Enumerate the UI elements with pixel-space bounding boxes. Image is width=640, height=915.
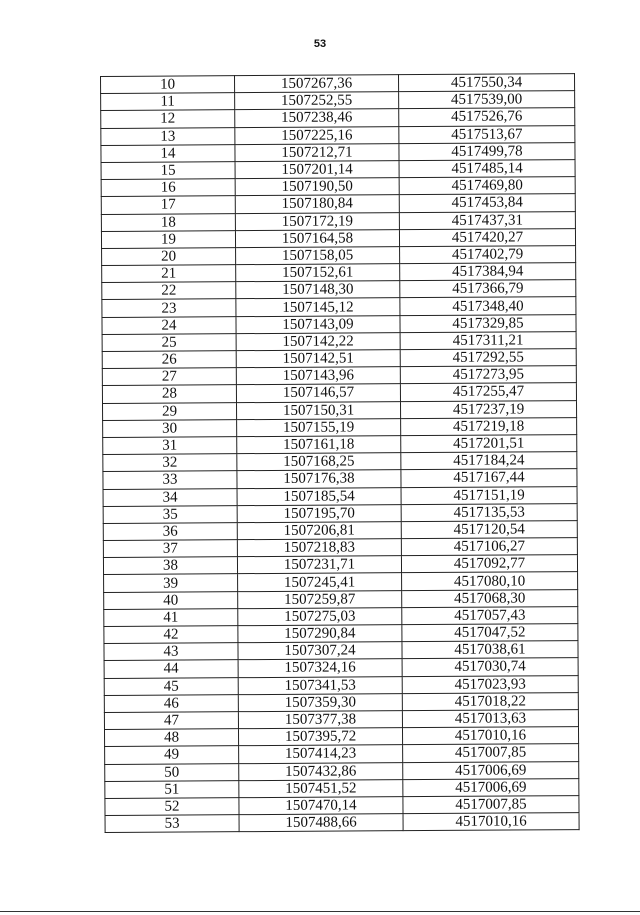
point-number-cell: 28 <box>102 385 236 403</box>
y-coordinate-cell: 4517366,79 <box>400 280 576 298</box>
point-number-cell: 48 <box>104 729 238 747</box>
y-coordinate-cell: 4517453,84 <box>399 194 575 212</box>
point-number-cell: 19 <box>101 230 235 248</box>
x-coordinate-cell: 1507307,24 <box>238 642 402 660</box>
point-number-cell: 33 <box>103 471 237 489</box>
y-coordinate-cell: 4517402,79 <box>400 245 576 263</box>
x-coordinate-cell: 1507190,50 <box>235 178 399 196</box>
y-coordinate-cell: 4517201,51 <box>401 435 577 453</box>
point-number-cell: 15 <box>101 162 235 180</box>
x-coordinate-cell: 1507185,54 <box>237 487 401 505</box>
point-number-cell: 40 <box>104 591 238 609</box>
point-number-cell: 23 <box>102 299 236 317</box>
x-coordinate-cell: 1507341,53 <box>238 676 402 694</box>
point-number-cell: 12 <box>101 110 235 128</box>
x-coordinate-cell: 1507290,84 <box>238 625 402 643</box>
bottom-rule <box>0 911 640 912</box>
point-number-cell: 46 <box>104 694 238 712</box>
point-number-cell: 42 <box>104 626 238 644</box>
y-coordinate-cell: 4517006,69 <box>403 778 579 796</box>
y-coordinate-cell: 4517010,16 <box>403 813 579 831</box>
x-coordinate-cell: 1507470,14 <box>239 797 403 815</box>
point-number-cell: 53 <box>105 815 239 833</box>
x-coordinate-cell: 1507201,14 <box>235 161 399 179</box>
x-coordinate-cell: 1507164,58 <box>235 229 399 247</box>
point-number-cell: 11 <box>101 93 235 111</box>
point-number-cell: 13 <box>101 127 235 145</box>
y-coordinate-cell: 4517018,22 <box>402 692 578 710</box>
point-number-cell: 24 <box>102 316 236 334</box>
y-coordinate-cell: 4517437,31 <box>399 211 575 229</box>
point-number-cell: 45 <box>104 677 238 695</box>
y-coordinate-cell: 4517292,55 <box>400 349 576 367</box>
y-coordinate-cell: 4517047,52 <box>402 624 578 642</box>
y-coordinate-cell: 4517023,93 <box>402 675 578 693</box>
point-number-cell: 39 <box>104 574 238 592</box>
point-number-cell: 21 <box>102 265 236 283</box>
y-coordinate-cell: 4517080,10 <box>402 572 578 590</box>
point-number-cell: 32 <box>103 454 237 472</box>
x-coordinate-cell: 1507324,16 <box>238 659 402 677</box>
page-number: 53 <box>313 38 327 50</box>
point-number-cell: 16 <box>101 179 235 197</box>
x-coordinate-cell: 1507432,86 <box>239 762 403 780</box>
point-number-cell: 44 <box>104 660 238 678</box>
point-number-cell: 47 <box>104 712 238 730</box>
x-coordinate-cell: 1507218,83 <box>237 539 401 557</box>
x-coordinate-cell: 1507172,19 <box>235 212 399 230</box>
point-number-cell: 18 <box>101 213 235 231</box>
x-coordinate-cell: 1507150,31 <box>236 401 400 419</box>
table-body <box>101 74 580 833</box>
x-coordinate-cell: 1507225,16 <box>235 126 399 144</box>
point-number-cell: 22 <box>102 282 236 300</box>
point-number-cell: 34 <box>103 488 237 506</box>
point-number-cell: 36 <box>103 523 237 541</box>
point-number-cell: 49 <box>105 746 239 764</box>
x-coordinate-cell: 1507161,18 <box>237 436 401 454</box>
y-coordinate-cell: 4517329,85 <box>400 314 576 332</box>
y-coordinate-cell: 4517237,19 <box>400 400 576 418</box>
y-coordinate-cell: 4517068,30 <box>402 589 578 607</box>
y-coordinate-cell: 4517255,47 <box>400 383 576 401</box>
y-coordinate-cell: 4517420,27 <box>399 228 575 246</box>
x-coordinate-cell: 1507158,05 <box>236 247 400 265</box>
y-coordinate-cell: 4517151,19 <box>401 486 577 504</box>
x-coordinate-cell: 1507146,57 <box>236 384 400 402</box>
y-coordinate-cell: 4517384,94 <box>400 263 576 281</box>
point-number-cell: 43 <box>104 643 238 661</box>
x-coordinate-cell: 1507195,70 <box>237 504 401 522</box>
y-coordinate-cell: 4517485,14 <box>399 160 575 178</box>
y-coordinate-cell: 4517499,78 <box>399 142 575 160</box>
y-coordinate-cell: 4517120,54 <box>401 520 577 538</box>
y-coordinate-cell: 4517030,74 <box>402 658 578 676</box>
x-coordinate-cell: 1507231,71 <box>237 556 401 574</box>
y-coordinate-cell: 4517167,44 <box>401 469 577 487</box>
x-coordinate-cell: 1507488,66 <box>239 814 403 832</box>
x-coordinate-cell: 1507142,51 <box>236 350 400 368</box>
y-coordinate-cell: 4517106,27 <box>401 538 577 556</box>
point-number-cell: 25 <box>102 333 236 351</box>
x-coordinate-cell: 1507145,12 <box>236 298 400 316</box>
x-coordinate-cell: 1507252,55 <box>235 92 399 110</box>
point-number-cell: 35 <box>103 505 237 523</box>
y-coordinate-cell: 4517007,85 <box>403 744 579 762</box>
x-coordinate-cell: 1507206,81 <box>237 522 401 540</box>
x-coordinate-cell: 1507142,22 <box>236 332 400 350</box>
y-coordinate-cell: 4517010,16 <box>402 727 578 745</box>
y-coordinate-cell: 4517135,53 <box>401 503 577 521</box>
point-number-cell: 29 <box>102 402 236 420</box>
y-coordinate-cell: 4517013,63 <box>402 710 578 728</box>
point-number-cell: 17 <box>101 196 235 214</box>
y-coordinate-cell: 4517311,21 <box>400 331 576 349</box>
x-coordinate-cell: 1507152,61 <box>236 264 400 282</box>
y-coordinate-cell: 4517007,85 <box>403 795 579 813</box>
x-coordinate-cell: 1507180,84 <box>235 195 399 213</box>
x-coordinate-cell: 1507148,30 <box>236 281 400 299</box>
point-number-cell: 30 <box>103 419 237 437</box>
y-coordinate-cell: 4517539,00 <box>399 91 575 109</box>
y-coordinate-cell: 4517006,69 <box>403 761 579 779</box>
x-coordinate-cell: 1507451,52 <box>239 779 403 797</box>
y-coordinate-cell: 4517348,40 <box>400 297 576 315</box>
x-coordinate-cell: 1507176,38 <box>237 470 401 488</box>
x-coordinate-cell: 1507143,09 <box>236 315 400 333</box>
y-coordinate-cell: 4517526,76 <box>399 108 575 126</box>
point-number-cell: 20 <box>102 248 236 266</box>
point-number-cell: 52 <box>105 798 239 816</box>
x-coordinate-cell: 1507168,25 <box>237 453 401 471</box>
point-number-cell: 50 <box>105 763 239 781</box>
x-coordinate-cell: 1507155,19 <box>237 418 401 436</box>
point-number-cell: 51 <box>105 780 239 798</box>
point-number-cell: 14 <box>101 144 235 162</box>
y-coordinate-cell: 4517184,24 <box>401 452 577 470</box>
y-coordinate-cell: 4517273,95 <box>400 366 576 384</box>
x-coordinate-cell: 1507259,87 <box>238 590 402 608</box>
y-coordinate-cell: 4517057,43 <box>402 606 578 624</box>
point-number-cell: 10 <box>101 76 235 94</box>
point-number-cell: 27 <box>102 368 236 386</box>
point-number-cell: 37 <box>103 540 237 558</box>
x-coordinate-cell: 1507414,23 <box>239 745 403 763</box>
x-coordinate-cell: 1507395,72 <box>238 728 402 746</box>
point-number-cell: 38 <box>103 557 237 575</box>
y-coordinate-cell: 4517219,18 <box>401 417 577 435</box>
x-coordinate-cell: 1507267,36 <box>235 75 399 93</box>
coordinates-table-wrapper <box>100 73 579 833</box>
y-coordinate-cell: 4517038,61 <box>402 641 578 659</box>
x-coordinate-cell: 1507377,38 <box>238 711 402 729</box>
x-coordinate-cell: 1507143,96 <box>236 367 400 385</box>
x-coordinate-cell: 1507275,03 <box>238 607 402 625</box>
x-coordinate-cell: 1507212,71 <box>235 143 399 161</box>
point-number-cell: 26 <box>102 351 236 369</box>
table-row <box>105 813 579 833</box>
x-coordinate-cell: 1507245,41 <box>238 573 402 591</box>
y-coordinate-cell: 4517513,67 <box>399 125 575 143</box>
y-coordinate-cell: 4517469,80 <box>399 177 575 195</box>
x-coordinate-cell: 1507238,46 <box>235 109 399 127</box>
point-number-cell: 41 <box>104 608 238 626</box>
coordinates-table <box>100 73 580 833</box>
y-coordinate-cell: 4517092,77 <box>401 555 577 573</box>
point-number-cell: 31 <box>103 437 237 455</box>
x-coordinate-cell: 1507359,30 <box>238 693 402 711</box>
y-coordinate-cell: 4517550,34 <box>398 74 574 92</box>
